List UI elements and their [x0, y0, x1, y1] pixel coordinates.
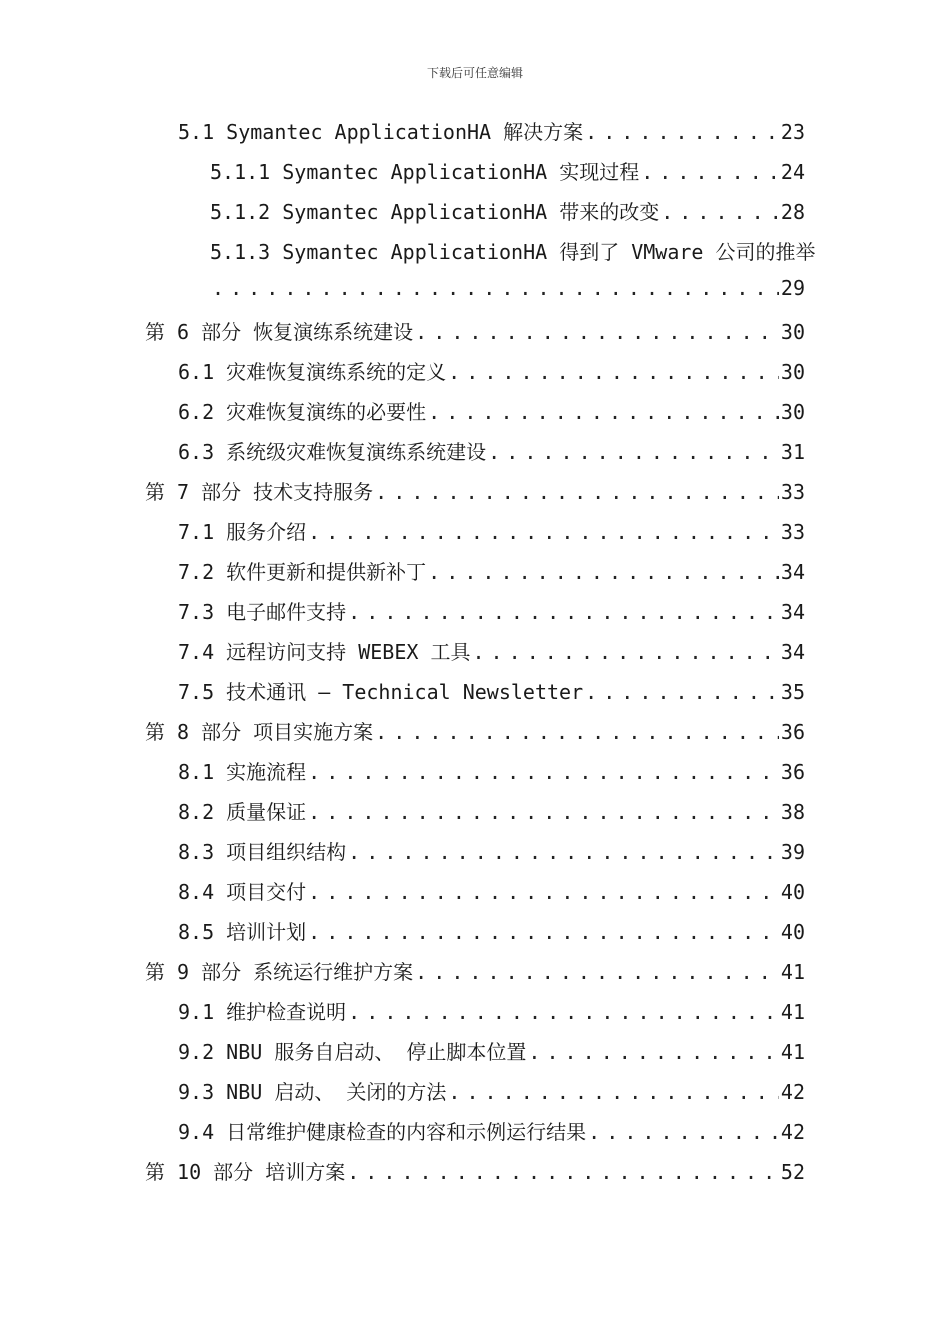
toc-entry[interactable] — [178, 356, 805, 396]
toc-dot-leader — [348, 600, 779, 624]
toc-dot-leader — [585, 120, 779, 144]
toc-entry[interactable] — [145, 956, 805, 996]
toc-entry-page: 33 — [780, 480, 805, 504]
toc-dot-leader — [308, 520, 779, 544]
toc-entry[interactable] — [178, 556, 805, 596]
toc-entry[interactable] — [178, 116, 805, 156]
toc-entry-title: 6.2 灾难恢复演练的必要性 — [178, 400, 427, 424]
toc-dot-leader — [348, 1000, 779, 1024]
toc-entry-title: 第 8 部分 项目实施方案 — [145, 720, 374, 744]
toc-dot-leader — [308, 920, 779, 944]
toc-entry-page: 40 — [780, 920, 805, 944]
toc-entry-title: 第 9 部分 系统运行维护方案 — [145, 960, 414, 984]
toc-entry[interactable] — [178, 1116, 805, 1156]
toc-dot-leader — [588, 1120, 779, 1144]
toc-entry-page: 41 — [780, 1040, 805, 1064]
toc-entry-page: 42 — [780, 1080, 805, 1104]
toc-entry-title: 9.2 NBU 服务自启动、 停止脚本位置 — [178, 1040, 527, 1064]
toc-entry-title: 5.1.2 Symantec ApplicationHA 带来的改变 — [210, 200, 660, 224]
toc-entry-page: 52 — [780, 1160, 805, 1184]
toc-dot-leader — [448, 1080, 779, 1104]
toc-dot-leader — [585, 680, 779, 704]
toc-entry-title: 7.1 服务介绍 — [178, 520, 307, 544]
toc-entry-title: 第 10 部分 培训方案 — [145, 1160, 346, 1184]
toc-dot-leader — [428, 560, 779, 584]
toc-entry[interactable] — [178, 1036, 805, 1076]
toc-dot-leader — [308, 880, 779, 904]
toc-entry-page: 28 — [780, 200, 805, 224]
toc-dot-leader — [488, 440, 779, 464]
page-header: 下载后可任意编辑 — [426, 66, 523, 80]
toc-dot-leader — [528, 1040, 779, 1064]
toc-entry[interactable] — [210, 156, 805, 196]
toc-entry-title: 9.3 NBU 启动、 关闭的方法 — [178, 1080, 447, 1104]
toc-entry-page: 41 — [780, 960, 805, 984]
toc-entry-page: 34 — [780, 600, 805, 624]
toc-dot-leader — [375, 480, 779, 504]
toc-entry[interactable] — [178, 676, 805, 716]
toc-dot-leader — [212, 276, 779, 300]
toc-dot-leader — [448, 360, 779, 384]
toc-entry-title: 8.3 项目组织结构 — [178, 840, 347, 864]
toc-entry-page: 24 — [780, 160, 805, 184]
toc-dot-leader — [641, 160, 779, 184]
toc-entry[interactable] — [178, 916, 805, 956]
toc-entry-page: 30 — [780, 320, 805, 344]
toc-entry-page: 31 — [780, 440, 805, 464]
toc-dot-leader — [308, 800, 779, 824]
toc-entry[interactable] — [178, 396, 805, 436]
toc-dot-leader — [415, 960, 779, 984]
toc-entry[interactable] — [178, 756, 805, 796]
toc-entry[interactable] — [178, 1076, 805, 1116]
toc-dot-leader — [308, 760, 779, 784]
toc-entry-page: 34 — [780, 560, 805, 584]
toc-entry-continuation[interactable] — [210, 276, 805, 316]
toc-entry-title: 7.3 电子邮件支持 — [178, 600, 347, 624]
toc-entry-title: 5.1.1 Symantec ApplicationHA 实现过程 — [210, 160, 640, 184]
toc-entry-title: 5.1 Symantec ApplicationHA 解决方案 — [178, 120, 584, 144]
toc-entry-title: 第 6 部分 恢复演练系统建设 — [145, 320, 414, 344]
toc-entry[interactable] — [178, 516, 805, 556]
toc-entry-page: 42 — [780, 1120, 805, 1144]
toc-entry-title: 7.5 技术通讯 – Technical Newsletter — [178, 680, 584, 704]
toc-entry-page: 38 — [780, 800, 805, 824]
toc-entry-title: 8.5 培训计划 — [178, 920, 307, 944]
toc-entry[interactable] — [145, 1156, 805, 1196]
toc-entry-page: 33 — [780, 520, 805, 544]
toc-entry[interactable] — [210, 196, 805, 236]
toc-entry[interactable] — [145, 316, 805, 356]
toc-entry[interactable] — [145, 716, 805, 756]
toc-entry[interactable] — [178, 876, 805, 916]
toc-entry-title: 7.4 远程访问支持 WEBEX 工具 — [178, 640, 471, 664]
toc-entry[interactable] — [145, 476, 805, 516]
toc-entry-title: 5.1.3 Symantec ApplicationHA 得到了 VMware 公司的推举 — [210, 240, 816, 264]
toc-entry-title: 8.2 质量保证 — [178, 800, 307, 824]
toc-entry[interactable] — [178, 636, 805, 676]
toc-dot-leader — [375, 720, 779, 744]
toc-entry-title: 7.2 软件更新和提供新补丁 — [178, 560, 427, 584]
toc-entry-title: 9.4 日常维护健康检查的内容和示例运行结果 — [178, 1120, 587, 1144]
toc-entry-title: 8.1 实施流程 — [178, 760, 307, 784]
toc-entry-page: 23 — [780, 120, 805, 144]
toc-entry-page: 36 — [780, 760, 805, 784]
toc-entry-page: 30 — [780, 360, 805, 384]
toc-entry-title: 9.1 维护检查说明 — [178, 1000, 347, 1024]
toc-entry[interactable] — [178, 996, 805, 1036]
toc-entry-title: 6.1 灾难恢复演练系统的定义 — [178, 360, 447, 384]
toc-dot-leader — [348, 840, 779, 864]
toc-entry-page: 34 — [780, 640, 805, 664]
toc-entry-page: 39 — [780, 840, 805, 864]
toc-entry-page: 36 — [780, 720, 805, 744]
toc-entry-page: 40 — [780, 880, 805, 904]
toc-entry-page: 29 — [780, 276, 805, 300]
toc-entry[interactable] — [210, 236, 816, 276]
toc-dot-leader — [472, 640, 778, 664]
toc-entry-page: 35 — [780, 680, 805, 704]
toc-entry[interactable] — [178, 436, 805, 476]
toc-entry-page: 30 — [780, 400, 805, 424]
toc-dot-leader — [661, 200, 779, 224]
toc-entry[interactable] — [178, 596, 805, 636]
toc-entry-title: 8.4 项目交付 — [178, 880, 307, 904]
toc-entry-page: 41 — [780, 1000, 805, 1024]
toc-entry-title: 第 7 部分 技术支持服务 — [145, 480, 374, 504]
toc-entry-title: 6.3 系统级灾难恢复演练系统建设 — [178, 440, 487, 464]
toc-dot-leader — [347, 1160, 779, 1184]
toc-dot-leader — [415, 320, 779, 344]
toc-dot-leader — [428, 400, 779, 424]
toc-entry[interactable] — [178, 796, 805, 836]
toc-entry[interactable] — [178, 836, 805, 876]
